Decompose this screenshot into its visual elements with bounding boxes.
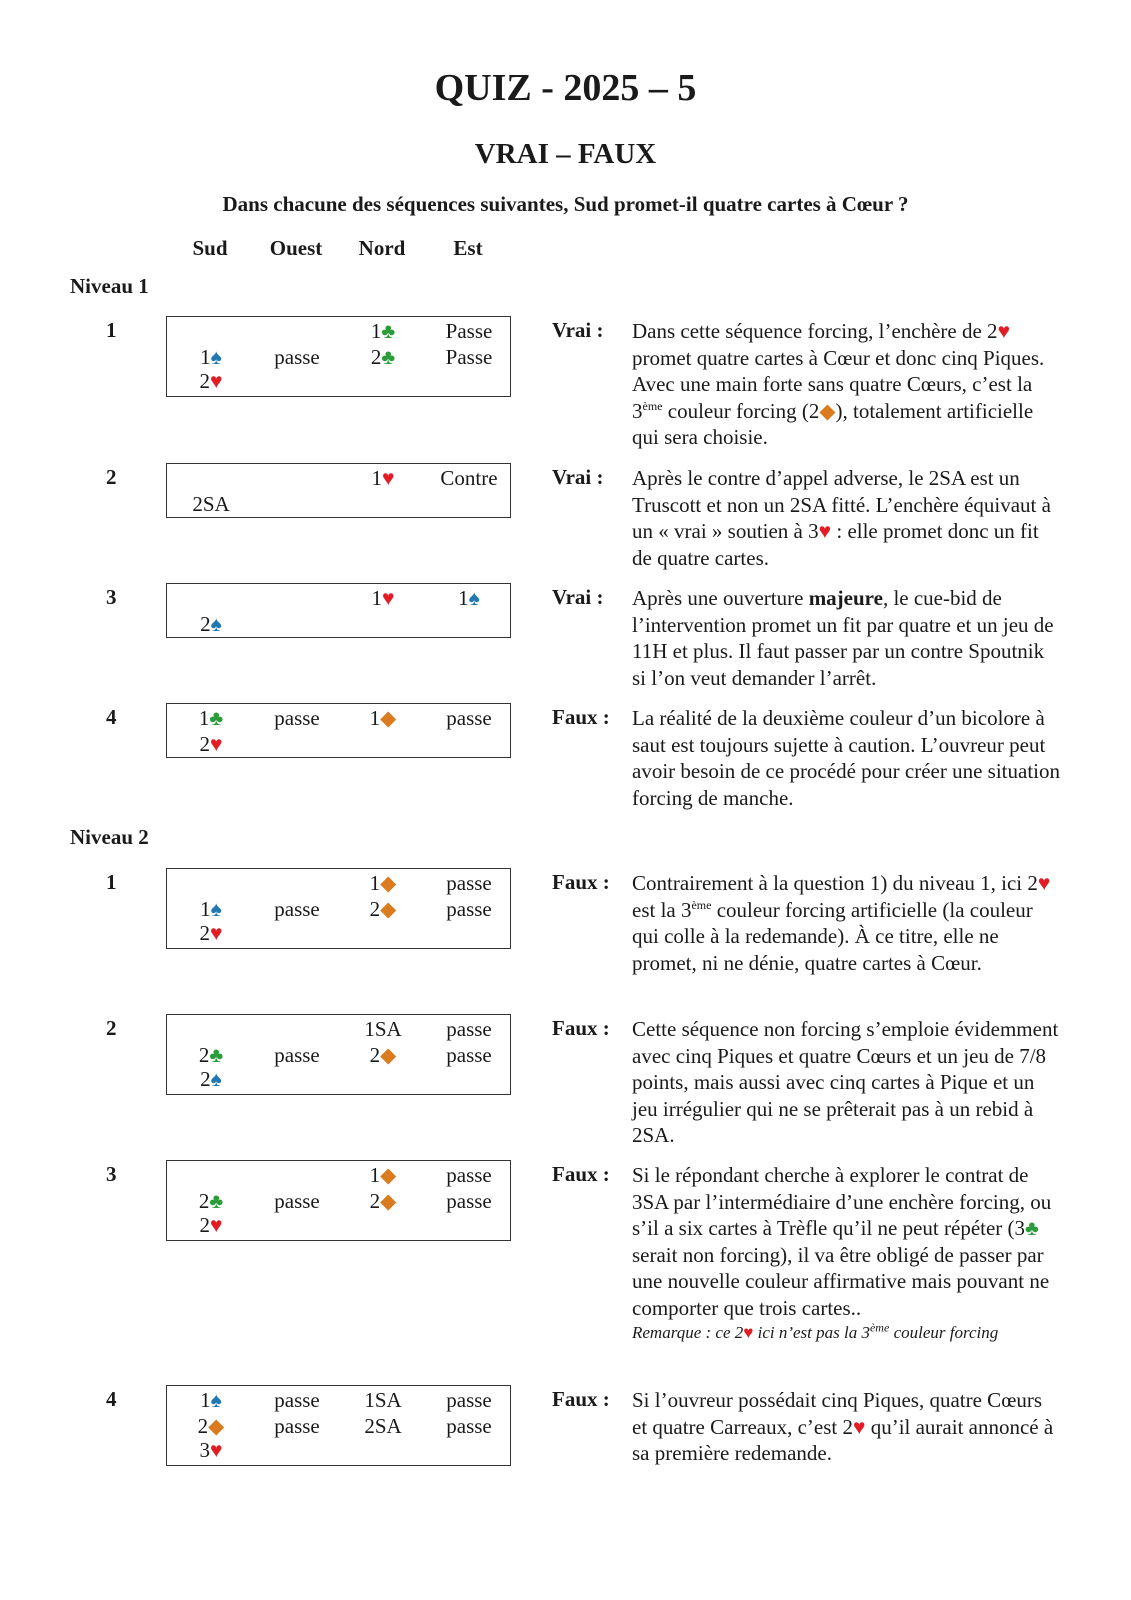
- header-sud: Sud: [192, 236, 228, 260]
- question-number: 3: [106, 585, 117, 609]
- club-icon: ♣: [1025, 1216, 1039, 1240]
- question-number: 2: [106, 1016, 117, 1040]
- explanation: Après le contre d’appel adverse, le 2SA est un Truscott et non un 2SA fitté. L’enchère équivaut à un « vrai » soutien à 3♥ : elle promet donc un fit de quatre cartes.: [632, 466, 1051, 570]
- page-title: QUIZ - 2025 – 5: [434, 67, 697, 109]
- explanation: Si le répondant cherche à explorer le contrat de 3SA par l’intermédiaire d’une enchère forcing, ou s’il a six cartes à Trèfle qu’il ne peut répéter (3♣ serait non forcing), il va être obligé de passer par une nouvelle couleur affirmative mais pouvant ne comporter que trois cartes.. Remarque : ce 2♥ ici n’est pas la 3ème couleur forcing: [632, 1162, 1062, 1345]
- diamond-icon: ◆: [819, 398, 836, 423]
- bid-est-1: Contre: [440, 466, 498, 490]
- bid-sud-1: 1♣: [198, 706, 224, 730]
- spade-icon: ♠: [210, 612, 222, 636]
- bidding-box: [166, 1160, 511, 1241]
- bid-est-2: passe: [446, 1043, 492, 1067]
- bid-nord-2: 2◆: [369, 1043, 397, 1067]
- heart-icon: ♥: [852, 1414, 866, 1439]
- bid-sud-2: 1♠: [200, 897, 222, 921]
- diamond-icon: ◆: [208, 1414, 225, 1438]
- bid-est-2: passe: [446, 897, 492, 921]
- bid-sud-2: 2♥: [199, 732, 223, 756]
- verdict: Faux :: [552, 705, 610, 729]
- bid-nord-1: 1SA: [364, 1017, 402, 1041]
- diamond-icon: ◆: [380, 1043, 397, 1067]
- question-number: 2: [106, 465, 117, 489]
- question-number: 3: [106, 1162, 117, 1186]
- bid-est-1: Passe: [445, 319, 493, 343]
- bidding-box: [166, 463, 511, 518]
- club-icon: ♣: [209, 706, 224, 730]
- level-2-label: Niveau 2: [70, 825, 149, 849]
- bid-est-1: passe: [446, 1388, 492, 1412]
- bid-nord-1: 1SA: [364, 1388, 402, 1412]
- verdict: Vrai :: [552, 585, 604, 609]
- bid-sud-3: 2♥: [199, 921, 223, 945]
- explanation: Dans cette séquence forcing, l’enchère de 2♥ promet quatre cartes à Cœur et donc cinq Piques. Avec une main forte sans quatre Cœurs, c’est la 3ème couleur forcing (2◆), totalement artificielle qui sera choisie.: [632, 319, 1045, 449]
- bid-nord-1: 1◆: [369, 706, 397, 730]
- explanation: La réalité de la deuxième couleur d’un bicolore à saut est toujours sujette à caution. L’ouvreur peut avoir besoin de ce procédé pour créer une situation forcing de manche.: [632, 706, 1060, 810]
- heart-icon: ♥: [210, 1213, 223, 1237]
- verdict: Vrai :: [552, 318, 604, 342]
- heart-icon: ♥: [210, 369, 223, 393]
- bidding-box: [166, 316, 511, 397]
- bid-sud-2: 2♣: [198, 1043, 224, 1067]
- verdict: Faux :: [552, 1016, 610, 1040]
- heart-icon: ♥: [210, 1438, 223, 1462]
- explanation: Contrairement à la question 1) du niveau 1, ici 2♥ est la 3ème couleur forcing artificielle (la couleur qui colle à la redemande). À ce titre, elle ne promet, ni ne dénie, quatre cartes à Cœur.: [632, 871, 1051, 975]
- heart-icon: ♥: [743, 1323, 754, 1342]
- bidding-box: [166, 583, 511, 638]
- question-number: 4: [106, 1387, 117, 1411]
- bid-ouest-2: passe: [274, 1189, 320, 1213]
- bid-nord-1: 1♥: [371, 466, 395, 490]
- diamond-icon: ◆: [380, 706, 397, 730]
- diamond-icon: ◆: [380, 1189, 397, 1213]
- verdict: Faux :: [552, 870, 610, 894]
- club-icon: ♣: [209, 1189, 224, 1213]
- bid-est-2: passe: [446, 1414, 492, 1438]
- bidding-box: [166, 1014, 511, 1095]
- club-icon: ♣: [381, 319, 396, 343]
- bid-est-1: passe: [446, 706, 492, 730]
- remark-note: Remarque : ce 2♥ ici n’est pas la 3ème couleur forcing: [632, 1320, 999, 1342]
- level-1-label: Niveau 1: [70, 274, 149, 298]
- verdict: Faux :: [552, 1387, 610, 1411]
- bid-nord-2: 2SA: [364, 1414, 402, 1438]
- bidding-box: [166, 868, 511, 949]
- bid-nord-2: 2♣: [370, 345, 396, 369]
- club-icon: ♣: [381, 345, 396, 369]
- diamond-icon: ◆: [380, 1163, 397, 1187]
- spade-icon: ♠: [210, 1388, 222, 1412]
- bid-nord-1: 1♣: [370, 319, 396, 343]
- diamond-icon: ◆: [380, 897, 397, 921]
- spade-icon: ♠: [210, 897, 222, 921]
- page-subtitle: VRAI – FAUX: [474, 138, 657, 170]
- explanation: Après une ouverture majeure, le cue-bid de l’intervention promet un fit par quatre et un jeu de 11H et plus. Il faut passer par un contre Spoutnik si l’on veut demander l’arrêt.: [632, 586, 1054, 690]
- bid-nord-1: 1♥: [371, 586, 395, 610]
- heart-icon: ♥: [382, 586, 395, 610]
- heart-icon: ♥: [382, 466, 395, 490]
- heart-icon: ♥: [997, 319, 1011, 343]
- bid-est-2: passe: [446, 1189, 492, 1213]
- bid-est-1: 1♠: [458, 586, 480, 610]
- bid-nord-2: 2◆: [369, 897, 397, 921]
- verdict: Faux :: [552, 1162, 610, 1186]
- header-nord: Nord: [358, 236, 406, 260]
- heart-icon: ♥: [818, 519, 832, 543]
- bid-sud-2: 2♠: [200, 612, 222, 636]
- bid-ouest-1: passe: [274, 706, 320, 730]
- club-icon: ♣: [209, 1043, 224, 1067]
- bid-nord-1: 1◆: [369, 871, 397, 895]
- bid-est-1: passe: [446, 871, 492, 895]
- bid-sud-3: 2♠: [200, 1067, 222, 1091]
- bid-ouest-2: passe: [274, 345, 320, 369]
- bid-sud-3: 2♥: [199, 1213, 223, 1237]
- question-number: 4: [106, 705, 117, 729]
- diamond-icon: ◆: [380, 871, 397, 895]
- question-number: 1: [106, 318, 117, 342]
- explanation: Si l’ouvreur possédait cinq Piques, quatre Cœurs et quatre Carreaux, c’est 2♥ qu’il aurait annoncé à sa première redemande.: [632, 1388, 1054, 1465]
- heart-icon: ♥: [210, 921, 223, 945]
- header-est: Est: [453, 236, 483, 260]
- bid-ouest-2: passe: [274, 1043, 320, 1067]
- spade-icon: ♠: [210, 345, 222, 369]
- quiz-question: Dans chacune des séquences suivantes, Sud promet-il quatre cartes à Cœur ?: [222, 192, 909, 216]
- bid-nord-1: 1◆: [369, 1163, 397, 1187]
- bidding-box: [166, 1385, 511, 1466]
- bid-nord-2: 2◆: [369, 1189, 397, 1213]
- bid-sud-1: 1♠: [200, 1388, 222, 1412]
- bid-sud-3: 2♥: [199, 369, 223, 393]
- verdict: Vrai :: [552, 465, 604, 489]
- heart-icon: ♥: [210, 732, 223, 756]
- bid-ouest-1: passe: [274, 1388, 320, 1412]
- bid-ouest-2: passe: [274, 897, 320, 921]
- bidding-box: [166, 703, 511, 758]
- bid-ouest-2: passe: [274, 1414, 320, 1438]
- bid-sud-2: 2SA: [192, 492, 230, 516]
- bid-sud-2: 1♠: [200, 345, 222, 369]
- heart-icon: ♥: [1037, 871, 1051, 895]
- bid-est-1: passe: [446, 1017, 492, 1041]
- bid-sud-2: 2♣: [198, 1189, 224, 1213]
- bid-sud-3: 3♥: [199, 1438, 223, 1462]
- bid-est-1: passe: [446, 1163, 492, 1187]
- bid-est-2: Passe: [445, 345, 493, 369]
- spade-icon: ♠: [468, 586, 480, 610]
- spade-icon: ♠: [210, 1067, 222, 1091]
- bid-sud-2: 2◆: [197, 1414, 225, 1438]
- explanation: Cette séquence non forcing s’emploie évidemment avec cinq Piques et quatre Cœurs et un jeu de 7/8 points, mais aussi avec cinq cartes à Pique et un jeu irrégulier qui ne se prêterait pas à un rebid à 2SA.: [632, 1017, 1059, 1147]
- question-number: 1: [106, 870, 117, 894]
- header-ouest: Ouest: [269, 236, 323, 260]
